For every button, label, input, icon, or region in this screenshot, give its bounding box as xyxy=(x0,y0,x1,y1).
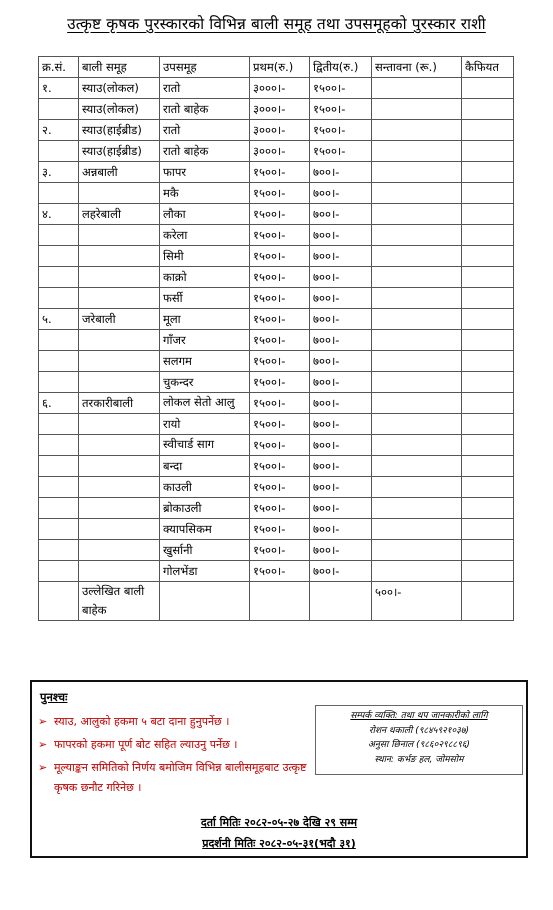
serial-cell xyxy=(39,372,79,393)
crop-group-cell xyxy=(79,288,160,309)
remarks-cell xyxy=(462,288,514,309)
registration-date: दर्ता मितिः २०८२-०५-२७ देखि २९ सम्म xyxy=(200,816,358,829)
second-prize-cell: ७००।- xyxy=(310,267,372,288)
table-row xyxy=(39,519,514,540)
serial-cell xyxy=(39,183,79,204)
second-prize-cell: १५००।- xyxy=(310,120,372,141)
crop-group-cell xyxy=(79,330,160,351)
table-row xyxy=(39,141,514,162)
consolation-prize-cell xyxy=(372,162,462,183)
first-prize-cell: १५००।- xyxy=(250,498,310,519)
first-prize-cell: १५००।- xyxy=(250,477,310,498)
second-prize-cell: ७००।- xyxy=(310,435,372,456)
remarks-cell xyxy=(462,351,514,372)
subgroup-cell xyxy=(160,582,250,621)
note-text: मूल्याङ्कन समितिको निर्णय बमोजिम विभिन्न बालीसमूहबाट उत्कृष्ट कृषक छनौट गरिनेछ । xyxy=(54,761,307,794)
first-prize-cell: १५००।- xyxy=(250,183,310,204)
consolation-prize-cell xyxy=(372,477,462,498)
consolation-prize-cell xyxy=(372,204,462,225)
contact-line: रोशन थकाली (९८४५९२१०३७) xyxy=(368,725,470,736)
first-prize-cell: ३०००।- xyxy=(250,141,310,162)
crop-group-cell: स्याउ(हाईब्रीड) xyxy=(79,141,160,162)
second-prize-cell: ७००।- xyxy=(310,330,372,351)
first-prize-cell: १५००।- xyxy=(250,393,310,414)
subgroup-cell: लौका xyxy=(160,204,250,225)
consolation-prize-cell xyxy=(372,246,462,267)
serial-cell xyxy=(39,477,79,498)
crop-group-cell xyxy=(79,246,160,267)
consolation-prize-cell xyxy=(372,456,462,477)
crop-group-cell xyxy=(79,519,160,540)
first-prize-cell: १५००।- xyxy=(250,456,310,477)
contact-line: अनुसा छिनाल (९८६०२९८८९६) xyxy=(368,740,470,750)
crop-group-cell: लहरेबाली xyxy=(79,204,160,225)
consolation-prize-cell xyxy=(372,78,462,99)
subgroup-cell: सलगम xyxy=(160,351,250,372)
notes-heading: पुनश्चः xyxy=(40,690,68,704)
serial-cell: ५. xyxy=(39,309,79,330)
serial-cell xyxy=(39,435,79,456)
crop-group-cell: अन्नबाली xyxy=(79,162,160,183)
second-prize-cell: ७००।- xyxy=(310,246,372,267)
remarks-cell xyxy=(462,582,514,621)
table-row xyxy=(39,267,514,288)
serial-cell xyxy=(39,456,79,477)
subgroup-cell: स्वीचार्ड साग xyxy=(160,435,250,456)
first-prize-cell: १५००।- xyxy=(250,435,310,456)
subgroup-cell: ब्रोकाउली xyxy=(160,498,250,519)
serial-cell xyxy=(39,519,79,540)
serial-cell xyxy=(39,351,79,372)
consolation-prize-cell xyxy=(372,225,462,246)
dates-section xyxy=(32,812,526,854)
remarks-cell xyxy=(462,162,514,183)
note-text: स्याउ, आलुको हकमा ५ बटा दाना हुनुपर्नेछ । xyxy=(54,715,230,728)
subgroup-cell: रातो बाहेक xyxy=(160,99,250,120)
note-item xyxy=(38,758,328,798)
remarks-cell xyxy=(462,183,514,204)
table-body xyxy=(39,78,514,621)
second-prize-cell: ७००।- xyxy=(310,183,372,204)
remarks-cell xyxy=(462,204,514,225)
exhibition-date: प्रदर्शनी मितिः २०८२-०५-३१(भदौ ३१) xyxy=(202,837,356,850)
first-prize-cell: १५००।- xyxy=(250,330,310,351)
table-row xyxy=(39,330,514,351)
serial-cell xyxy=(39,225,79,246)
consolation-prize-cell: ५००।- xyxy=(372,582,462,621)
table-row xyxy=(39,498,514,519)
consolation-prize-cell xyxy=(372,267,462,288)
col-header-second: द्वितीय(रु.) xyxy=(310,57,372,78)
second-prize-cell: १५००।- xyxy=(310,141,372,162)
subgroup-cell: रातो xyxy=(160,78,250,99)
page-title: उत्कृष्ट कृषक पुरस्कारको विभिन्न बाली समूह तथा उपसमूहको पुरस्कार राशी xyxy=(67,15,486,33)
second-prize-cell: ७००।- xyxy=(310,477,372,498)
table-row xyxy=(39,204,514,225)
first-prize-cell: ३०००।- xyxy=(250,120,310,141)
first-prize-cell: ३०००।- xyxy=(250,99,310,120)
serial-cell xyxy=(39,267,79,288)
subgroup-cell: काउली xyxy=(160,477,250,498)
subgroup-cell: खुर्सानी xyxy=(160,540,250,561)
serial-cell xyxy=(39,561,79,582)
table-row xyxy=(39,225,514,246)
second-prize-cell: ७००।- xyxy=(310,204,372,225)
col-header-serial: क्र.सं. xyxy=(39,57,79,78)
subgroup-cell: रायो xyxy=(160,414,250,435)
serial-cell xyxy=(39,288,79,309)
table-row xyxy=(39,288,514,309)
col-header-crop-group: बाली समूह xyxy=(79,57,160,78)
table-row xyxy=(39,456,514,477)
crop-group-cell xyxy=(79,267,160,288)
serial-cell xyxy=(39,582,79,621)
subgroup-cell: मूला xyxy=(160,309,250,330)
second-prize-cell: ७००।- xyxy=(310,225,372,246)
contact-box xyxy=(315,705,523,775)
col-header-subgroup: उपसमूह xyxy=(160,57,250,78)
remarks-cell xyxy=(462,99,514,120)
col-header-remarks: कैफियत xyxy=(462,57,514,78)
col-header-first: प्रथम(रु.) xyxy=(250,57,310,78)
note-text: फापरको हकमा पूर्ण बोट सहित ल्याउनु पर्नेछ । xyxy=(54,738,238,751)
crop-group-cell xyxy=(79,498,160,519)
serial-cell xyxy=(39,540,79,561)
consolation-prize-cell xyxy=(372,141,462,162)
arrow-bullet-icon: ➢ xyxy=(38,738,48,751)
subgroup-cell: करेला xyxy=(160,225,250,246)
table-row xyxy=(39,78,514,99)
remarks-cell xyxy=(462,246,514,267)
remarks-cell xyxy=(462,561,514,582)
consolation-prize-cell xyxy=(372,540,462,561)
contact-heading: सम्पर्क व्यक्ति: तथा थप जानकारीको लागि xyxy=(350,711,488,721)
first-prize-cell: १५००।- xyxy=(250,309,310,330)
crop-group-cell: तरकारीबाली xyxy=(79,393,160,414)
subgroup-cell: काक्रो xyxy=(160,267,250,288)
remarks-cell xyxy=(462,477,514,498)
serial-cell: ४. xyxy=(39,204,79,225)
table-row xyxy=(39,435,514,456)
remarks-cell xyxy=(462,372,514,393)
first-prize-cell: १५००।- xyxy=(250,351,310,372)
table-row xyxy=(39,540,514,561)
table-row xyxy=(39,393,514,414)
notes-box xyxy=(30,680,528,858)
table-header-row xyxy=(39,57,514,78)
remarks-cell xyxy=(462,393,514,414)
second-prize-cell: ७००।- xyxy=(310,351,372,372)
consolation-prize-cell xyxy=(372,183,462,204)
first-prize-cell: १५००।- xyxy=(250,519,310,540)
remarks-cell xyxy=(462,267,514,288)
table-row xyxy=(39,477,514,498)
first-prize-cell: ३०००।- xyxy=(250,78,310,99)
first-prize-cell: १५००।- xyxy=(250,288,310,309)
consolation-prize-cell xyxy=(372,414,462,435)
crop-group-cell xyxy=(79,435,160,456)
col-header-consolation: सन्तावना (रू.) xyxy=(372,57,462,78)
second-prize-cell: १५००।- xyxy=(310,78,372,99)
subgroup-cell: सिमी xyxy=(160,246,250,267)
crop-group-cell xyxy=(79,540,160,561)
crop-group-cell: स्याउ(हाईब्रीड) xyxy=(79,120,160,141)
table-row xyxy=(39,99,514,120)
second-prize-cell: ७००।- xyxy=(310,540,372,561)
crop-group-cell: स्याउ(लोकल) xyxy=(79,78,160,99)
note-item xyxy=(38,712,328,732)
remarks-cell xyxy=(462,78,514,99)
table-row xyxy=(39,183,514,204)
serial-cell xyxy=(39,330,79,351)
crop-group-cell: उल्लेखित बाली बाहेक xyxy=(79,582,160,621)
crop-group-cell xyxy=(79,183,160,204)
second-prize-cell: ७००।- xyxy=(310,519,372,540)
serial-cell: १. xyxy=(39,78,79,99)
remarks-cell xyxy=(462,225,514,246)
table-row xyxy=(39,372,514,393)
serial-cell xyxy=(39,141,79,162)
second-prize-cell: १५००।- xyxy=(310,99,372,120)
consolation-prize-cell xyxy=(372,99,462,120)
crop-group-cell xyxy=(79,477,160,498)
consolation-prize-cell xyxy=(372,351,462,372)
table-row xyxy=(39,351,514,372)
remarks-cell xyxy=(462,309,514,330)
remarks-cell xyxy=(462,435,514,456)
first-prize-cell: १५००।- xyxy=(250,540,310,561)
crop-group-cell xyxy=(79,456,160,477)
serial-cell: ६. xyxy=(39,393,79,414)
subgroup-cell: क्यापसिकम xyxy=(160,519,250,540)
serial-cell: २. xyxy=(39,120,79,141)
first-prize-cell: १५००।- xyxy=(250,561,310,582)
crop-group-cell xyxy=(79,225,160,246)
crop-group-cell xyxy=(79,372,160,393)
table-row xyxy=(39,120,514,141)
consolation-prize-cell xyxy=(372,330,462,351)
second-prize-cell: ७००।- xyxy=(310,309,372,330)
second-prize-cell: ७००।- xyxy=(310,456,372,477)
crop-group-cell xyxy=(79,414,160,435)
crop-group-cell xyxy=(79,351,160,372)
award-table xyxy=(38,56,514,621)
subgroup-cell: गोलभेंडा xyxy=(160,561,250,582)
subgroup-cell: बन्दा xyxy=(160,456,250,477)
consolation-prize-cell xyxy=(372,393,462,414)
first-prize-cell: १५००।- xyxy=(250,267,310,288)
first-prize-cell: १५००।- xyxy=(250,162,310,183)
first-prize-cell xyxy=(250,582,310,621)
second-prize-cell: ७००।- xyxy=(310,288,372,309)
second-prize-cell: ७००।- xyxy=(310,393,372,414)
serial-cell xyxy=(39,246,79,267)
arrow-bullet-icon: ➢ xyxy=(38,761,48,774)
table-row xyxy=(39,309,514,330)
first-prize-cell: १५००।- xyxy=(250,414,310,435)
table-row xyxy=(39,561,514,582)
serial-cell xyxy=(39,99,79,120)
second-prize-cell: ७००।- xyxy=(310,162,372,183)
remarks-cell xyxy=(462,414,514,435)
remarks-cell xyxy=(462,120,514,141)
remarks-cell xyxy=(462,330,514,351)
remarks-cell xyxy=(462,498,514,519)
consolation-prize-cell xyxy=(372,309,462,330)
remarks-cell xyxy=(462,540,514,561)
subgroup-cell: रातो xyxy=(160,120,250,141)
subgroup-cell: फर्सी xyxy=(160,288,250,309)
consolation-prize-cell xyxy=(372,561,462,582)
subgroup-cell: लोकल सेतो आलु xyxy=(160,393,250,414)
second-prize-cell: ७००।- xyxy=(310,414,372,435)
serial-cell xyxy=(39,498,79,519)
consolation-prize-cell xyxy=(372,288,462,309)
crop-group-cell: स्याउ(लोकल) xyxy=(79,99,160,120)
serial-cell: ३. xyxy=(39,162,79,183)
subgroup-cell: गाँजर xyxy=(160,330,250,351)
arrow-bullet-icon: ➢ xyxy=(38,715,48,728)
first-prize-cell: १५००।- xyxy=(250,225,310,246)
note-item xyxy=(38,735,328,755)
second-prize-cell xyxy=(310,582,372,621)
consolation-prize-cell xyxy=(372,519,462,540)
first-prize-cell: १५००।- xyxy=(250,246,310,267)
first-prize-cell: १५००।- xyxy=(250,204,310,225)
crop-group-cell xyxy=(79,561,160,582)
crop-group-cell: जरेबाली xyxy=(79,309,160,330)
consolation-prize-cell xyxy=(372,372,462,393)
remarks-cell xyxy=(462,141,514,162)
table-row xyxy=(39,414,514,435)
second-prize-cell: ७००।- xyxy=(310,372,372,393)
subgroup-cell: रातो बाहेक xyxy=(160,141,250,162)
subgroup-cell: चुकन्दर xyxy=(160,372,250,393)
serial-cell xyxy=(39,414,79,435)
consolation-prize-cell xyxy=(372,498,462,519)
consolation-prize-cell xyxy=(372,120,462,141)
notes-list xyxy=(38,712,328,801)
second-prize-cell: ७००।- xyxy=(310,498,372,519)
second-prize-cell: ७००।- xyxy=(310,561,372,582)
subgroup-cell: मकै xyxy=(160,183,250,204)
contact-line: स्थान: कर्भङ हल, जोमसोम xyxy=(374,754,464,765)
table-row xyxy=(39,246,514,267)
table-row xyxy=(39,162,514,183)
remarks-cell xyxy=(462,456,514,477)
remarks-cell xyxy=(462,519,514,540)
first-prize-cell: १५००।- xyxy=(250,372,310,393)
consolation-prize-cell xyxy=(372,435,462,456)
subgroup-cell: फापर xyxy=(160,162,250,183)
table-row xyxy=(39,582,514,621)
